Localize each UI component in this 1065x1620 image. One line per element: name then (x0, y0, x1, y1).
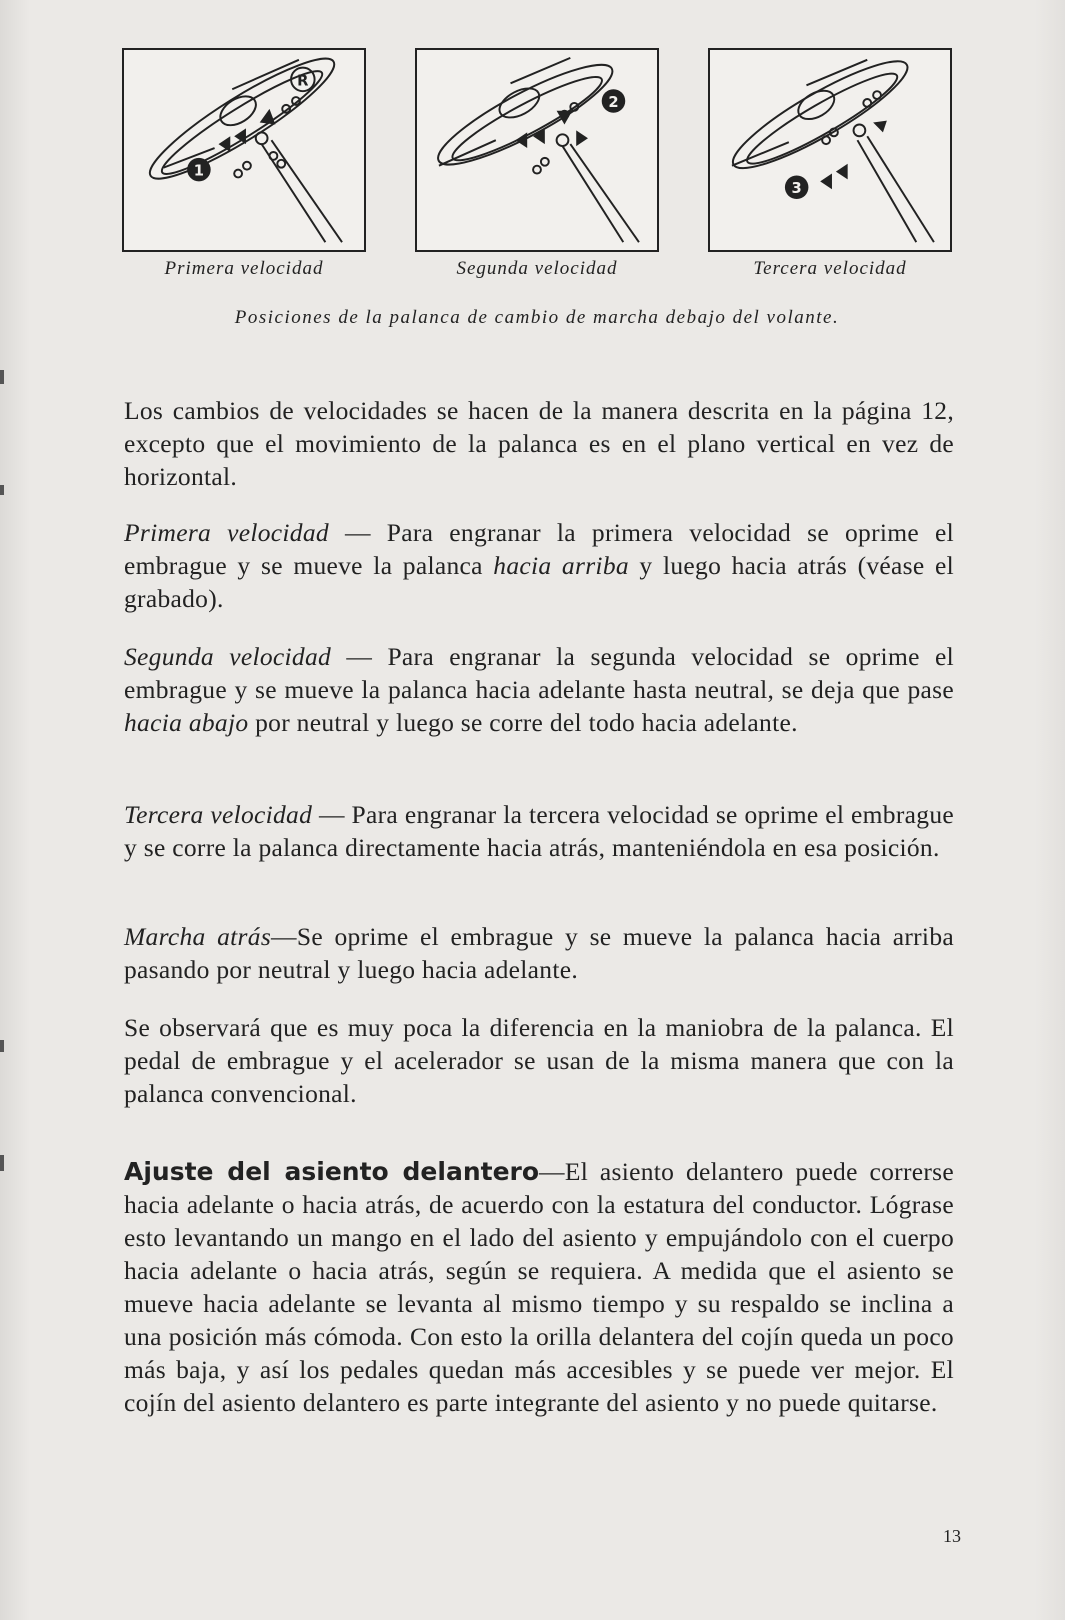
gearshift-figures (122, 48, 952, 278)
figure-segunda-velocidad (415, 48, 659, 252)
paragraph-segunda (124, 640, 954, 739)
primera-lead: Primera velocidad (124, 518, 329, 547)
observa-text: Se observará que es muy poca la diferencia en la maniobra de la palanca. El pedal de embrague y el acelerador se usan de la misma manera que con la palanca convencional. (124, 1013, 954, 1108)
ajuste-heading: Ajuste del asiento delantero (124, 1157, 540, 1186)
page-number: 13 (943, 1526, 961, 1546)
marcha-lead: Marcha atrás (124, 922, 272, 951)
segunda-dash: — (331, 642, 388, 671)
reverse-badge-label: R (297, 72, 309, 90)
paragraph-marcha-atras (124, 920, 954, 986)
figure-main-caption: Posiciones de la palanca de cambio de marcha debajo del volante. (234, 307, 840, 328)
figure-caption-3: Tercera velocidad (753, 258, 907, 279)
gearshift-diagram-1 (124, 50, 364, 250)
ajuste-dash: — (539, 1157, 565, 1186)
badge-2-label: 2 (608, 93, 619, 111)
tercera-lead: Tercera velocidad (124, 800, 313, 829)
badge-1-label: 1 (193, 162, 205, 180)
segunda-lead: Segunda velocidad (124, 642, 332, 671)
figure-caption-2: Segunda velocidad (456, 258, 618, 279)
primera-dash: — (328, 518, 387, 547)
ajuste-text: El asiento delantero puede correrse hacia adelante o hacia atrás, de acuerdo con la estatura del conductor. Lógrase esto levantando un mango en el lado del asiento y empujándolo con el cuerpo hacia adelante o hacia atrás, según se requiera. A medida que el asiento se mueve hacia adelante se levanta al mismo tiempo y su respaldo se inclina a una posición más cómoda. Con esto la orilla delantera del cojín queda un poco más baja, y así los pedales quedan más accesibles y se puede ver mejor. El cojín del asiento delantero es parte integrante del asiento y no puede quitarse. (124, 1157, 955, 1417)
primera-emphasis: hacia arriba (493, 551, 629, 580)
segunda-text-2: por neutral y luego se corre del todo hacia adelante. (248, 708, 798, 737)
marcha-text: Se oprime el embrague y se mueve la palanca hacia arriba pasando por neutral y luego hacia adelante. (124, 922, 954, 984)
figure-primera-velocidad (122, 48, 366, 252)
gearshift-diagram-2 (417, 50, 657, 250)
paragraph-ajuste-asiento (124, 1155, 954, 1419)
intro-text: Los cambios de velocidades se hacen de la manera descrita en la página 12, excepto que el movimiento de la palanca es en el plano vertical en vez de horizontal. (124, 396, 954, 491)
primera-text-2: y luego hacia atrás (véase el grabado). (124, 551, 954, 613)
paragraph-observacion (124, 1011, 954, 1110)
marcha-dash: — (271, 922, 297, 951)
tercera-text: Para engranar la tercera velocidad se oprime el embrague y se corre la palanca directamente hacia atrás, manteniéndola en esa posición. (124, 800, 954, 862)
paragraph-intro (124, 394, 954, 493)
segunda-text-1: Para engranar la segunda velocidad se oprime el embrague y se mueve la palanca hacia adelante hasta neutral, se deja que pase (124, 642, 954, 704)
gearshift-diagram-3 (710, 50, 950, 250)
badge-3-label: 3 (791, 180, 802, 198)
paragraph-tercera (124, 798, 954, 864)
paragraph-primera (124, 516, 954, 615)
figure-tercera-velocidad (708, 48, 952, 252)
primera-text-1: Para engranar la primera velocidad se oprime el embrague y se mueve la palanca (124, 518, 955, 580)
figure-caption-1: Primera velocidad (164, 258, 324, 279)
segunda-emphasis: hacia abajo (124, 708, 249, 737)
tercera-dash: — (312, 800, 352, 829)
